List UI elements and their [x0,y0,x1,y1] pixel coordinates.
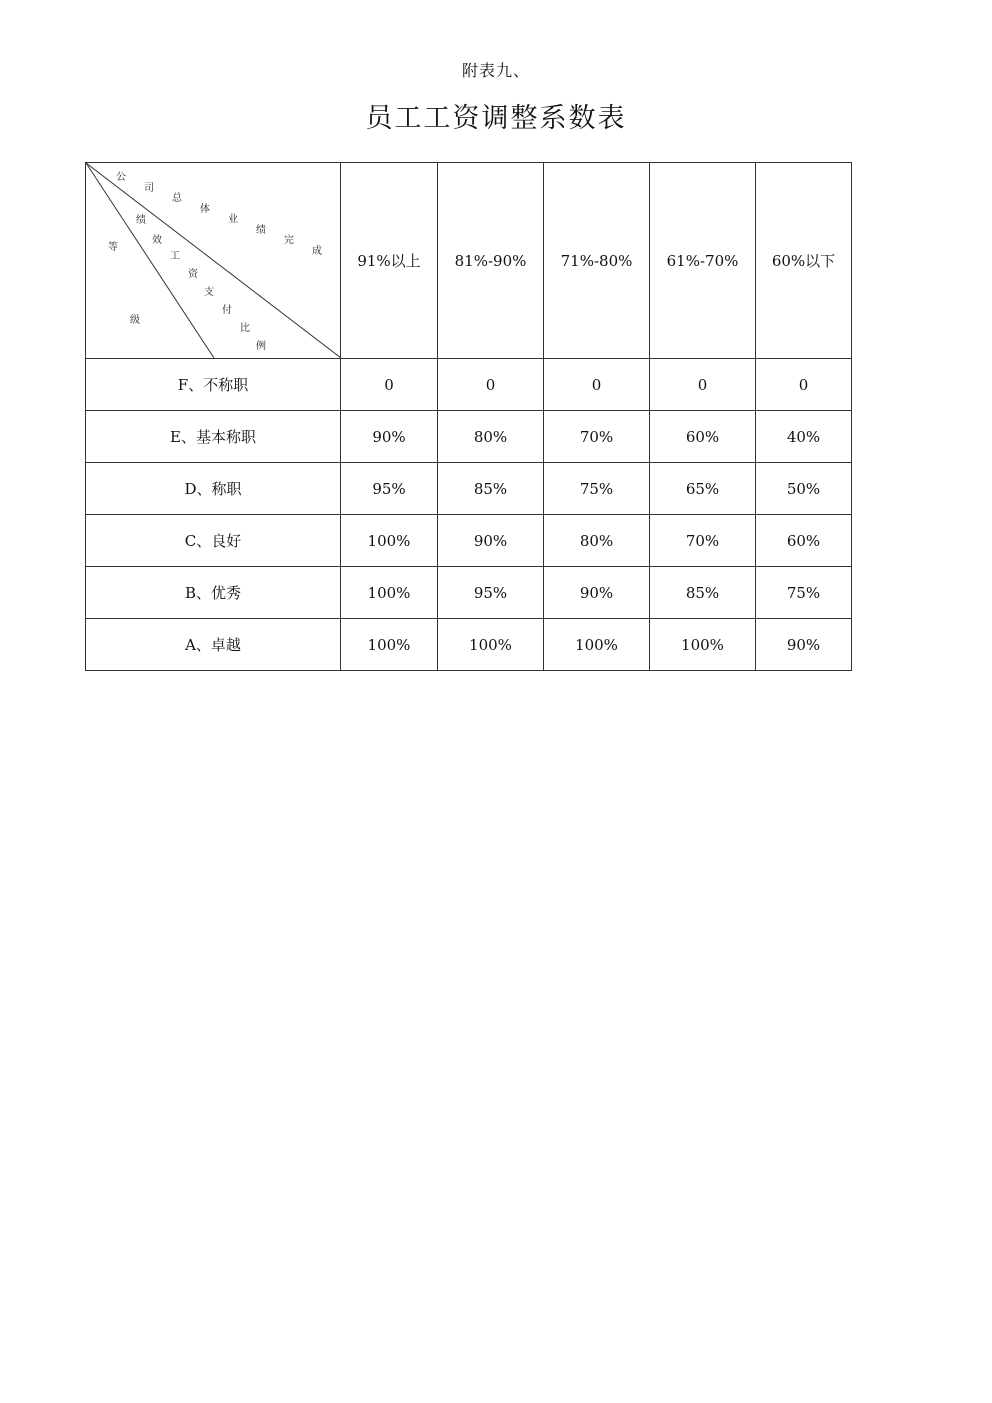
coefficient-cell: 70% [544,411,650,463]
coefficient-cell: 75% [756,567,852,619]
corner-middle-char: 效 [152,235,162,246]
coefficient-cell: 100% [341,567,438,619]
coefficient-cell: 90% [438,515,544,567]
salary-coefficient-table [85,162,852,671]
grade-label: A、卓越 [86,619,341,671]
corner-top-char: 业 [228,214,238,225]
table-row [86,411,852,463]
coefficient-cell: 85% [650,567,756,619]
coefficient-cell: 0 [650,359,756,411]
coefficient-cell: 90% [341,411,438,463]
corner-top-char: 成 [312,246,322,257]
column-header: 71%-80% [544,163,650,359]
coefficient-cell: 0 [544,359,650,411]
grade-label: C、良好 [86,515,341,567]
corner-top-char: 绩 [256,225,266,236]
corner-middle-char: 付 [222,305,232,316]
corner-top-char: 完 [284,235,294,246]
corner-top-char: 体 [200,204,210,215]
coefficient-cell: 95% [341,463,438,515]
coefficient-cell: 80% [438,411,544,463]
coefficient-cell: 50% [756,463,852,515]
corner-box [86,163,341,358]
coefficient-cell: 60% [650,411,756,463]
page-title: 员工工资调整系数表 [365,103,627,134]
coefficient-cell: 90% [544,567,650,619]
coefficient-cell: 80% [544,515,650,567]
corner-middle-char: 资 [188,269,198,280]
coefficient-cell: 85% [438,463,544,515]
grade-label: D、称职 [86,463,341,515]
coefficient-cell: 100% [341,515,438,567]
coefficient-cell: 0 [341,359,438,411]
corner-top-char: 司 [144,183,154,194]
column-header: 91%以上 [341,163,438,359]
column-header: 61%-70% [650,163,756,359]
column-header: 81%-90% [438,163,544,359]
corner-top-char: 公 [116,172,126,183]
table-row [86,619,852,671]
coefficient-cell: 100% [341,619,438,671]
diagonal-line-upper [86,163,341,358]
coefficient-cell: 95% [438,567,544,619]
coefficient-cell: 100% [438,619,544,671]
appendix-label: 附表九、 [461,61,530,80]
grade-label: F、不称职 [86,359,341,411]
coefficient-cell: 75% [544,463,650,515]
coefficient-cell: 100% [544,619,650,671]
coefficient-cell: 0 [438,359,544,411]
corner-middle-char: 绩 [136,215,146,226]
coefficient-cell: 90% [756,619,852,671]
table-row [86,567,852,619]
coefficient-cell: 100% [650,619,756,671]
coefficient-cell: 70% [650,515,756,567]
corner-left-char: 级 [130,315,140,326]
coefficient-cell: 40% [756,411,852,463]
corner-left-char: 等 [108,242,118,253]
grade-label: B、优秀 [86,567,341,619]
header-row [86,163,852,359]
coefficient-cell: 60% [756,515,852,567]
corner-middle-char: 支 [204,287,214,298]
table-row [86,359,852,411]
corner-top-char: 总 [172,193,182,204]
corner-middle-char: 比 [240,323,250,334]
diagonal-lines [86,163,341,358]
corner-middle-char: 例 [256,341,266,352]
coefficient-cell: 65% [650,463,756,515]
corner-middle-char: 工 [170,251,180,262]
table-row [86,463,852,515]
table-row [86,515,852,567]
column-header: 60%以下 [756,163,852,359]
diagonal-header-cell [86,163,341,359]
coefficient-cell: 0 [756,359,852,411]
grade-label: E、基本称职 [86,411,341,463]
